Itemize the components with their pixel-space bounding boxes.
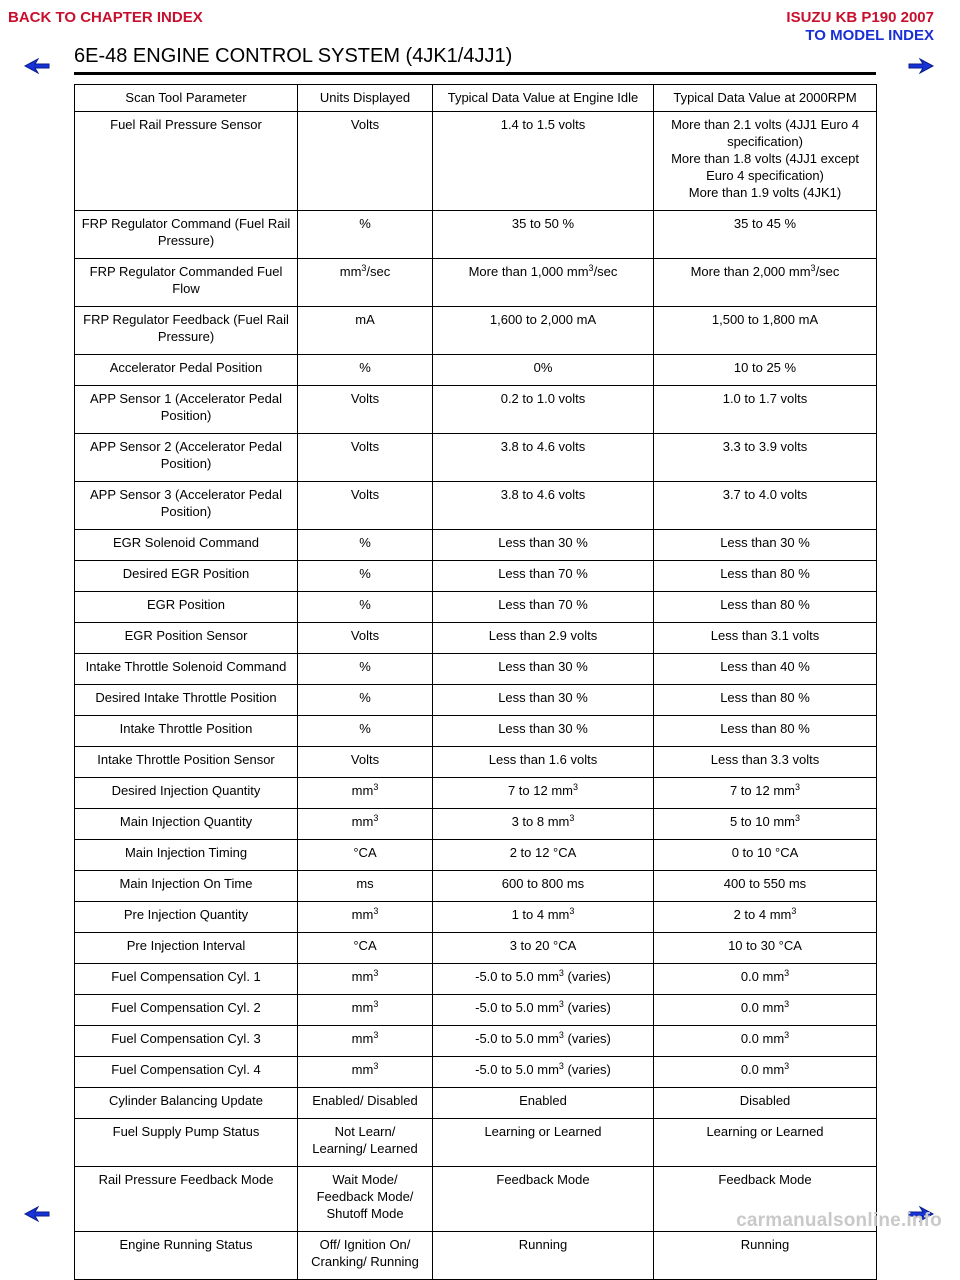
cell-units: % <box>298 716 433 747</box>
cell-parameter: Desired EGR Position <box>75 561 298 592</box>
cell-units: % <box>298 355 433 386</box>
table-row <box>75 112 877 211</box>
cell-idle-value: 3 to 20 °CA <box>433 933 654 964</box>
cell-parameter: Pre Injection Interval <box>75 933 298 964</box>
cell-idle-value: Running <box>433 1232 654 1280</box>
cell-parameter: APP Sensor 1 (Accelerator Pedal Position) <box>75 386 298 434</box>
table-row <box>75 1232 877 1280</box>
cell-units: % <box>298 561 433 592</box>
cell-parameter: Main Injection Quantity <box>75 809 298 840</box>
cell-parameter: Rail Pressure Feedback Mode <box>75 1167 298 1232</box>
cell-2000rpm-value: Less than 40 % <box>654 654 877 685</box>
table-row <box>75 685 877 716</box>
cell-2000rpm-value: 3.3 to 3.9 volts <box>654 434 877 482</box>
cell-2000rpm-value: Less than 80 % <box>654 716 877 747</box>
cell-2000rpm-value: 0.0 $mm^3$ <box>654 995 877 1026</box>
cell-parameter: Fuel Compensation Cyl. 1 <box>75 964 298 995</box>
to-model-index-link[interactable]: TO MODEL INDEX <box>805 27 934 44</box>
cell-parameter: FRP Regulator Feedback (Fuel Rail Pressure) <box>75 307 298 355</box>
cell-idle-value: Learning or Learned <box>433 1119 654 1167</box>
cell-parameter: Fuel Compensation Cyl. 3 <box>75 1026 298 1057</box>
cell-units: Volts <box>298 386 433 434</box>
cell-parameter: Main Injection On Time <box>75 871 298 902</box>
cell-units: % <box>298 654 433 685</box>
cell-units: Volts <box>298 112 433 211</box>
cell-2000rpm-value: Less than 80 % <box>654 561 877 592</box>
cell-idle-value: 3.8 to 4.6 volts <box>433 434 654 482</box>
cell-parameter: Desired Intake Throttle Position <box>75 685 298 716</box>
cell-idle-value: Less than 70 % <box>433 592 654 623</box>
cell-2000rpm-value: 10 to 30 °CA <box>654 933 877 964</box>
cell-parameter: Desired Injection Quantity <box>75 778 298 809</box>
cell-2000rpm-value: Less than 80 % <box>654 592 877 623</box>
cell-parameter: EGR Solenoid Command <box>75 530 298 561</box>
table-row <box>75 840 877 871</box>
table-row <box>75 482 877 530</box>
cell-parameter: Fuel Rail Pressure Sensor <box>75 112 298 211</box>
cell-parameter: Fuel Supply Pump Status <box>75 1119 298 1167</box>
cell-units: Volts <box>298 623 433 654</box>
cell-idle-value: 7 to 12 $mm^3$ <box>433 778 654 809</box>
table-row <box>75 747 877 778</box>
cell-units: $mm^3$ <box>298 1026 433 1057</box>
cell-units: $mm^3$ <box>298 809 433 840</box>
cell-2000rpm-value: Less than 80 % <box>654 685 877 716</box>
cell-units: $mm^3$ <box>298 778 433 809</box>
cell-2000rpm-value: More than 2.1 volts (4JJ1 Euro 4 specification) More than 1.8 volts (4JJ1 except Euro 4 specification) More than 1.9 volts (4JK1) <box>654 112 877 211</box>
cell-units: $mm^3$ <box>298 902 433 933</box>
cell-idle-value: Less than 30 % <box>433 530 654 561</box>
cell-2000rpm-value: Less than 30 % <box>654 530 877 561</box>
cell-2000rpm-value: 10 to 25 % <box>654 355 877 386</box>
back-to-chapter-index-link[interactable]: BACK TO CHAPTER INDEX <box>8 9 203 26</box>
table-row <box>75 530 877 561</box>
cell-idle-value: 2 to 12 °CA <box>433 840 654 871</box>
cell-idle-value: Less than 70 % <box>433 561 654 592</box>
cell-units: Volts <box>298 482 433 530</box>
table-row <box>75 778 877 809</box>
cell-parameter: FRP Regulator Command (Fuel Rail Pressure) <box>75 211 298 259</box>
cell-units: Off/ Ignition On/ Cranking/ Running <box>298 1232 433 1280</box>
table-row <box>75 933 877 964</box>
next-page-arrow-icon[interactable] <box>908 58 934 74</box>
table-row <box>75 434 877 482</box>
title-divider <box>74 72 876 75</box>
table-row <box>75 561 877 592</box>
cell-idle-value: Less than 30 % <box>433 654 654 685</box>
table-row <box>75 211 877 259</box>
cell-units: Volts <box>298 747 433 778</box>
cell-idle-value: -5.0 to 5.0 $mm^3$ (varies) <box>433 1057 654 1088</box>
cell-2000rpm-value: 35 to 45 % <box>654 211 877 259</box>
cell-idle-value: 3.8 to 4.6 volts <box>433 482 654 530</box>
table-row <box>75 259 877 307</box>
cell-idle-value: 600 to 800 ms <box>433 871 654 902</box>
cell-units: % <box>298 592 433 623</box>
prev-page-arrow-icon[interactable] <box>24 58 50 74</box>
cell-2000rpm-value: Learning or Learned <box>654 1119 877 1167</box>
table-row <box>75 995 877 1026</box>
cell-units: % <box>298 530 433 561</box>
cell-2000rpm-value: 0.0 $mm^3$ <box>654 1026 877 1057</box>
cell-idle-value: 1.4 to 1.5 volts <box>433 112 654 211</box>
cell-units: Volts <box>298 434 433 482</box>
cell-parameter: EGR Position Sensor <box>75 623 298 654</box>
cell-2000rpm-value: 3.7 to 4.0 volts <box>654 482 877 530</box>
cell-idle-value: Less than 30 % <box>433 685 654 716</box>
cell-idle-value: -5.0 to 5.0 $mm^3$ (varies) <box>433 995 654 1026</box>
cell-2000rpm-value: 400 to 550 ms <box>654 871 877 902</box>
cell-parameter: Cylinder Balancing Update <box>75 1088 298 1119</box>
header-value-at-2000rpm: Typical Data Value at 2000RPM <box>654 85 877 112</box>
cell-parameter: Pre Injection Quantity <box>75 902 298 933</box>
table-row <box>75 592 877 623</box>
table-header-row <box>75 85 877 112</box>
cell-idle-value: More than 1,000 $mm^3/\sec$ <box>433 259 654 307</box>
cell-units: $mm^3$ <box>298 1057 433 1088</box>
cell-2000rpm-value: Less than 3.1 volts <box>654 623 877 654</box>
cell-units: mA <box>298 307 433 355</box>
cell-parameter: Intake Throttle Solenoid Command <box>75 654 298 685</box>
table-row <box>75 1057 877 1088</box>
table-row <box>75 355 877 386</box>
header-units-displayed: Units Displayed <box>298 85 433 112</box>
model-name: ISUZU KB P190 2007 <box>786 9 934 26</box>
cell-units: % <box>298 685 433 716</box>
table-row <box>75 307 877 355</box>
cell-units: Wait Mode/ Feedback Mode/ Shutoff Mode <box>298 1167 433 1232</box>
table-row <box>75 902 877 933</box>
cell-idle-value: Feedback Mode <box>433 1167 654 1232</box>
cell-parameter: APP Sensor 3 (Accelerator Pedal Position) <box>75 482 298 530</box>
cell-2000rpm-value: 0 to 10 °CA <box>654 840 877 871</box>
cell-units: $mm^3$ <box>298 995 433 1026</box>
scan-tool-data-table <box>74 84 877 1280</box>
cell-2000rpm-value: 5 to 10 $mm^3$ <box>654 809 877 840</box>
cell-units: °CA <box>298 933 433 964</box>
cell-units: % <box>298 211 433 259</box>
table-row <box>75 1088 877 1119</box>
cell-2000rpm-value: 1.0 to 1.7 volts <box>654 386 877 434</box>
cell-2000rpm-value: 1,500 to 1,800 mA <box>654 307 877 355</box>
cell-idle-value: 35 to 50 % <box>433 211 654 259</box>
cell-idle-value: Less than 1.6 volts <box>433 747 654 778</box>
cell-parameter: FRP Regulator Commanded Fuel Flow <box>75 259 298 307</box>
header-value-at-idle: Typical Data Value at Engine Idle <box>433 85 654 112</box>
cell-2000rpm-value: Feedback Mode <box>654 1167 877 1232</box>
cell-idle-value: 1,600 to 2,000 mA <box>433 307 654 355</box>
cell-2000rpm-value: More than 2,000 $mm^3/\sec$ <box>654 259 877 307</box>
cell-parameter: Intake Throttle Position <box>75 716 298 747</box>
cell-units: Not Learn/ Learning/ Learned <box>298 1119 433 1167</box>
table-row <box>75 964 877 995</box>
model-header <box>786 9 934 45</box>
cell-2000rpm-value: Less than 3.3 volts <box>654 747 877 778</box>
cell-units: ms <box>298 871 433 902</box>
table-row <box>75 386 877 434</box>
page-title: 6E-48 ENGINE CONTROL SYSTEM (4JK1/4JJ1) <box>74 45 513 67</box>
cell-idle-value: 3 to 8 $mm^3$ <box>433 809 654 840</box>
cell-idle-value: 0% <box>433 355 654 386</box>
cell-parameter: EGR Position <box>75 592 298 623</box>
cell-units: Enabled/ Disabled <box>298 1088 433 1119</box>
table-row <box>75 654 877 685</box>
table-row <box>75 871 877 902</box>
header-scan-tool-parameter: Scan Tool Parameter <box>75 85 298 112</box>
cell-parameter: Main Injection Timing <box>75 840 298 871</box>
table-row <box>75 1026 877 1057</box>
cell-units: $mm^3/\sec$ <box>298 259 433 307</box>
cell-parameter: Accelerator Pedal Position <box>75 355 298 386</box>
table-row <box>75 809 877 840</box>
cell-2000rpm-value: 2 to 4 $mm^3$ <box>654 902 877 933</box>
cell-2000rpm-value: 0.0 $mm^3$ <box>654 964 877 995</box>
cell-idle-value: 1 to 4 $mm^3$ <box>433 902 654 933</box>
cell-parameter: Engine Running Status <box>75 1232 298 1280</box>
table-row <box>75 1119 877 1167</box>
cell-idle-value: -5.0 to 5.0 $mm^3$ (varies) <box>433 964 654 995</box>
cell-units: °CA <box>298 840 433 871</box>
prev-page-arrow-icon[interactable] <box>24 1206 50 1222</box>
cell-2000rpm-value: 0.0 $mm^3$ <box>654 1057 877 1088</box>
cell-idle-value: Enabled <box>433 1088 654 1119</box>
cell-2000rpm-value: Running <box>654 1232 877 1280</box>
cell-parameter: Fuel Compensation Cyl. 4 <box>75 1057 298 1088</box>
cell-2000rpm-value: 7 to 12 $mm^3$ <box>654 778 877 809</box>
cell-parameter: Fuel Compensation Cyl. 2 <box>75 995 298 1026</box>
table-row <box>75 623 877 654</box>
cell-2000rpm-value: Disabled <box>654 1088 877 1119</box>
cell-parameter: APP Sensor 2 (Accelerator Pedal Position) <box>75 434 298 482</box>
table-row <box>75 716 877 747</box>
cell-parameter: Intake Throttle Position Sensor <box>75 747 298 778</box>
cell-units: $mm^3$ <box>298 964 433 995</box>
cell-idle-value: Less than 2.9 volts <box>433 623 654 654</box>
watermark: carmanualsonline.info <box>736 1210 942 1231</box>
cell-idle-value: Less than 30 % <box>433 716 654 747</box>
cell-idle-value: -5.0 to 5.0 $mm^3$ (varies) <box>433 1026 654 1057</box>
cell-idle-value: 0.2 to 1.0 volts <box>433 386 654 434</box>
